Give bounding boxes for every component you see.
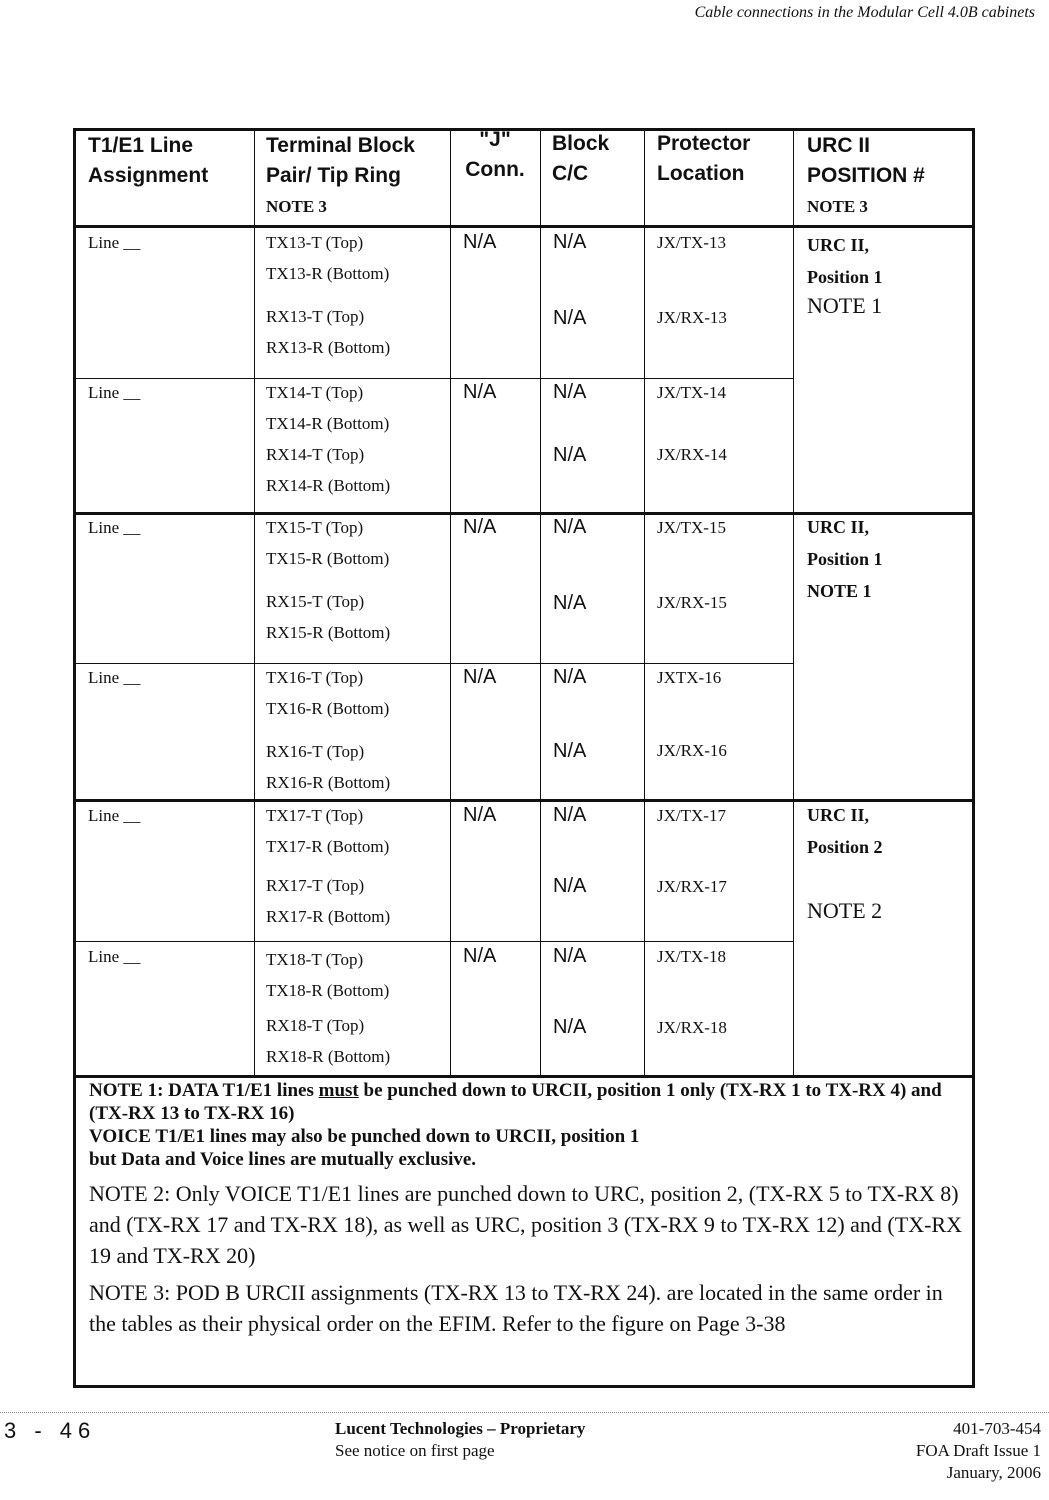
block-value: N/A — [553, 666, 587, 688]
block-value: N/A — [553, 875, 587, 897]
protector-location: JX/RX-18 — [657, 1018, 727, 1037]
col-rule — [254, 131, 255, 1075]
footer-center: Lucent Technologies – Proprietary See notice on first page — [335, 1419, 586, 1460]
block-value: N/A — [553, 592, 587, 614]
header-assignment: T1/E1 Line Assignment — [88, 134, 209, 187]
block-value: N/A — [553, 1016, 587, 1038]
protector-location: JX/RX-17 — [657, 877, 727, 896]
col-rule — [793, 131, 794, 1075]
protector-location: JX/TX-17 — [657, 806, 726, 825]
line-assignment: Line __ — [88, 947, 141, 966]
terminal-pair: TX14-T (Top) TX14-R (Bottom) RX14-T (Top) RX14-R (Bottom) — [266, 383, 391, 495]
block-value: N/A — [553, 516, 587, 538]
header-urc: URC II POSITION # NOTE 3 — [807, 134, 925, 216]
col-rule — [450, 131, 451, 1075]
line-assignment: Line __ — [88, 233, 141, 252]
protector-location: JX/RX-16 — [657, 741, 727, 760]
block-value: N/A — [553, 804, 587, 826]
protector-location: JX/RX-15 — [657, 593, 727, 612]
terminal-pair: TX18-T (Top) TX18-R (Bottom) RX18-T (Top) RX18-R (Bottom) — [266, 950, 391, 1066]
protector-location: JX/TX-14 — [657, 383, 726, 402]
header-j-conn: "J" Conn. — [465, 128, 525, 181]
protector-location: JX/RX-13 — [657, 308, 727, 327]
urc-note: NOTE 1 — [807, 293, 883, 318]
footer-right: 401-703-454 FOA Draft Issue 1 January, 2006 — [915, 1419, 1041, 1482]
protector-location: JX/TX-18 — [657, 947, 726, 966]
header-rule — [76, 225, 972, 228]
note-3: NOTE 3: POD B URCII assignments (TX-RX 13 to TX-RX 24). are located in the same order in the tables as their physical order on the EFIM. Refer to the figure on Page 3-38 — [89, 1280, 943, 1336]
footer-divider — [0, 1412, 1049, 1413]
block-value: N/A — [553, 945, 587, 967]
urc-note: NOTE 2 — [807, 898, 883, 923]
j-conn-value: N/A — [463, 945, 497, 967]
note-2: NOTE 2: Only VOICE T1/E1 lines are punched down to URC, position 2, (TX-RX 5 to TX-RX 8) and (TX-RX 17 and TX-RX 18), as well as URC, position 3 (TX-RX 9 to TX-RX 12) and (TX-RX 19 and TX-RX 20) — [89, 1181, 962, 1268]
header-protector: Protector Location — [657, 132, 751, 185]
block-value: N/A — [553, 381, 587, 403]
table-notes — [89, 1079, 964, 1339]
urc-position: URC II, Position 1 NOTE 1 — [807, 517, 883, 601]
line-assignment: Line __ — [88, 668, 141, 687]
j-conn-value: N/A — [463, 804, 497, 826]
notes-rule — [76, 1075, 972, 1078]
terminal-pair: TX15-T (Top) TX15-R (Bottom) RX15-T (Top) RX15-R (Bottom) — [266, 518, 391, 642]
cable-assignment-table — [73, 128, 975, 1388]
terminal-pair: TX13-T (Top) TX13-R (Bottom) RX13-T (Top) RX13-R (Bottom) — [266, 233, 391, 357]
terminal-pair: TX17-T (Top) TX17-R (Bottom) RX17-T (Top) RX17-R (Bottom) — [266, 806, 391, 926]
urc-position: URC II, Position 2 — [807, 805, 883, 857]
j-conn-value: N/A — [463, 231, 497, 253]
header-block: Block C/C — [552, 132, 610, 185]
protector-location: JXTX-16 — [657, 668, 722, 687]
col-rule — [540, 131, 541, 1075]
line-assignment: Line __ — [88, 383, 141, 402]
protector-location: JX/TX-13 — [657, 233, 726, 252]
urc-position: URC II, Position 1 — [807, 235, 883, 287]
block-value: N/A — [553, 231, 587, 253]
header-terminal: Terminal Block Pair/ Tip Ring NOTE 3 — [266, 134, 415, 216]
protector-location: JX/TX-15 — [657, 518, 726, 537]
block-value: N/A — [553, 444, 587, 466]
line-assignment: Line __ — [88, 518, 141, 537]
line-assignment: Line __ — [88, 806, 141, 825]
j-conn-value: N/A — [463, 666, 497, 688]
j-conn-value: N/A — [463, 516, 497, 538]
running-header: Cable connections in the Modular Cell 4.0B cabinets — [694, 4, 1035, 21]
note-1: NOTE 1: DATA T1/E1 lines must be punched down to URCII, position 1 only (TX-RX 1 to TX-RX 4) and (TX-RX 13 to TX-RX 16) VOICE T1/E1 lines may also be punched down to URCII, position 1 but Data and Voice lines are mutually exclusive. — [89, 1080, 942, 1170]
col-rule — [644, 131, 645, 1075]
protector-location: JX/RX-14 — [657, 445, 727, 464]
block-value: N/A — [553, 307, 587, 329]
page-number: 3 - 46 — [4, 1418, 97, 1443]
block-value: N/A — [553, 740, 587, 762]
j-conn-value: N/A — [463, 381, 497, 403]
terminal-pair: TX16-T (Top) TX16-R (Bottom) RX16-T (Top) RX16-R (Bottom) — [266, 668, 391, 792]
